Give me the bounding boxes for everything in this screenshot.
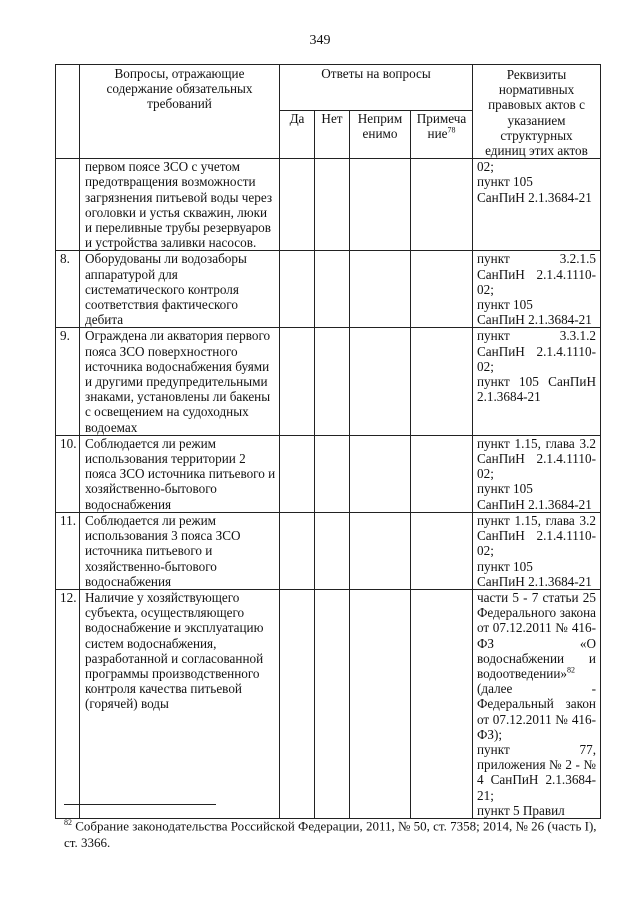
header-not-applicable <box>350 110 411 159</box>
cell-na <box>350 328 411 435</box>
cell-yes <box>280 435 315 512</box>
row-question: Соблюдается ли режим использования 3 пояса ЗСО источника питьевого и хозяйственно-бытового водоснабжения <box>80 512 280 589</box>
cell-yes <box>280 589 315 818</box>
cell-note <box>411 251 473 328</box>
page-number: 349 <box>309 33 331 48</box>
cell-no <box>315 512 350 589</box>
header-row-1 <box>56 65 601 111</box>
header-yes: Да <box>280 110 315 159</box>
table-row <box>56 251 601 328</box>
footnote <box>64 814 604 851</box>
footnote-mark: 82 <box>64 818 72 827</box>
row-number: 12. <box>56 589 80 818</box>
table-row <box>56 589 601 818</box>
cell-no <box>315 328 350 435</box>
row-number <box>56 159 80 251</box>
footnote-divider <box>64 804 216 805</box>
cell-no <box>315 159 350 251</box>
cell-no <box>315 435 350 512</box>
cell-na <box>350 159 411 251</box>
cell-note <box>411 328 473 435</box>
footnote-ref: 82 <box>567 665 575 675</box>
cell-na <box>350 435 411 512</box>
row-number: 11. <box>56 512 80 589</box>
header-answers: Ответы на вопросы <box>280 65 473 111</box>
table-row <box>56 159 601 251</box>
cell-yes <box>280 512 315 589</box>
row-reference: пункт 3.3.1.2 СанПиН 2.1.4.1110-02; пункт 105 СанПиН 2.1.3684-21 <box>473 328 601 435</box>
cell-note <box>411 512 473 589</box>
table-row <box>56 512 601 589</box>
cell-na <box>350 251 411 328</box>
row-number: 8. <box>56 251 80 328</box>
header-questions: Вопросы, отражающие содержание обязательных требований <box>80 65 280 159</box>
row-number: 9. <box>56 328 80 435</box>
header-note-ref: 78 <box>447 125 456 135</box>
row-number: 10. <box>56 435 80 512</box>
row-question: Соблюдается ли режим использования территории 2 пояса ЗСО источника питьевого и хозяйственно-бытового водоснабжения <box>80 435 280 512</box>
row-question: Ограждена ли акватория первого пояса ЗСО поверхностного источника водоснабжения буями и другими предупредительными знаками, установлены ли бакены с освещением на судоходных водоемах <box>80 328 280 435</box>
footnote-text: Собрание законодательства Российской Федерации, 2011, № 50, ст. 7358; 2014, № 26 (часть I), ст. 3366. <box>64 818 597 851</box>
row-reference: пункт 1.15, глава 3.2 СанПиН 2.1.4.1110-02; пункт 105 СанПиН 2.1.3684-21 <box>473 512 601 589</box>
header-no: Нет <box>315 110 350 159</box>
header-note <box>411 110 473 159</box>
cell-no <box>315 251 350 328</box>
row-reference: 02; пункт 105 СанПиН 2.1.3684-21 <box>473 159 601 251</box>
row-reference-tail: (далее - Федеральный закон от 07.12.2011 № 416-ФЗ); пункт 77, приложения № 2 - № 4 СанПиН 2.1.3684-21; пункт 5 Правил <box>477 681 596 818</box>
row-reference-text: части 5 - 7 статьи 25 Федерального закона от 07.12.2011 № 416-ФЗ «О водоснабжении и водоотведении» <box>477 589 596 681</box>
cell-yes <box>280 251 315 328</box>
header-requisites: Реквизиты нормативных правовых актов с указанием структурных единиц этих актов <box>473 65 601 159</box>
cell-note <box>411 159 473 251</box>
cell-yes <box>280 328 315 435</box>
row-question: первом поясе ЗСО с учетом предотвращения возможности загрязнения питьевой воды через оголовки и устья скважин, люки и переливные трубы резервуаров и устройства заливки насосов. <box>80 159 280 251</box>
cell-yes <box>280 159 315 251</box>
header-not-applicable-label: Неприменимо <box>357 110 403 141</box>
cell-note <box>411 435 473 512</box>
row-question: Оборудованы ли водозаборы аппаратурой для систематического контроля соответствия фактического дебита <box>80 251 280 328</box>
table-row <box>56 435 601 512</box>
row-question: Наличие у хозяйствующего субъекта, осуществляющего водоснабжение и эксплуатацию систем водоснабжения, разработанной и согласованной программы производственного контроля качества питьевой (горячей) воды <box>80 589 280 818</box>
cell-no <box>315 589 350 818</box>
cell-na <box>350 589 411 818</box>
row-reference: пункт 3.2.1.5 СанПиН 2.1.4.1110-02; пункт 105 СанПиН 2.1.3684-21 <box>473 251 601 328</box>
cell-na <box>350 512 411 589</box>
table-row <box>56 328 601 435</box>
requirements-table <box>55 64 601 819</box>
row-reference <box>473 589 601 818</box>
row-reference: пункт 1.15, глава 3.2 СанПиН 2.1.4.1110-02; пункт 105 СанПиН 2.1.3684-21 <box>473 435 601 512</box>
header-num-cell <box>56 65 80 159</box>
cell-note <box>411 589 473 818</box>
header-note-label: Примечание <box>416 110 467 141</box>
